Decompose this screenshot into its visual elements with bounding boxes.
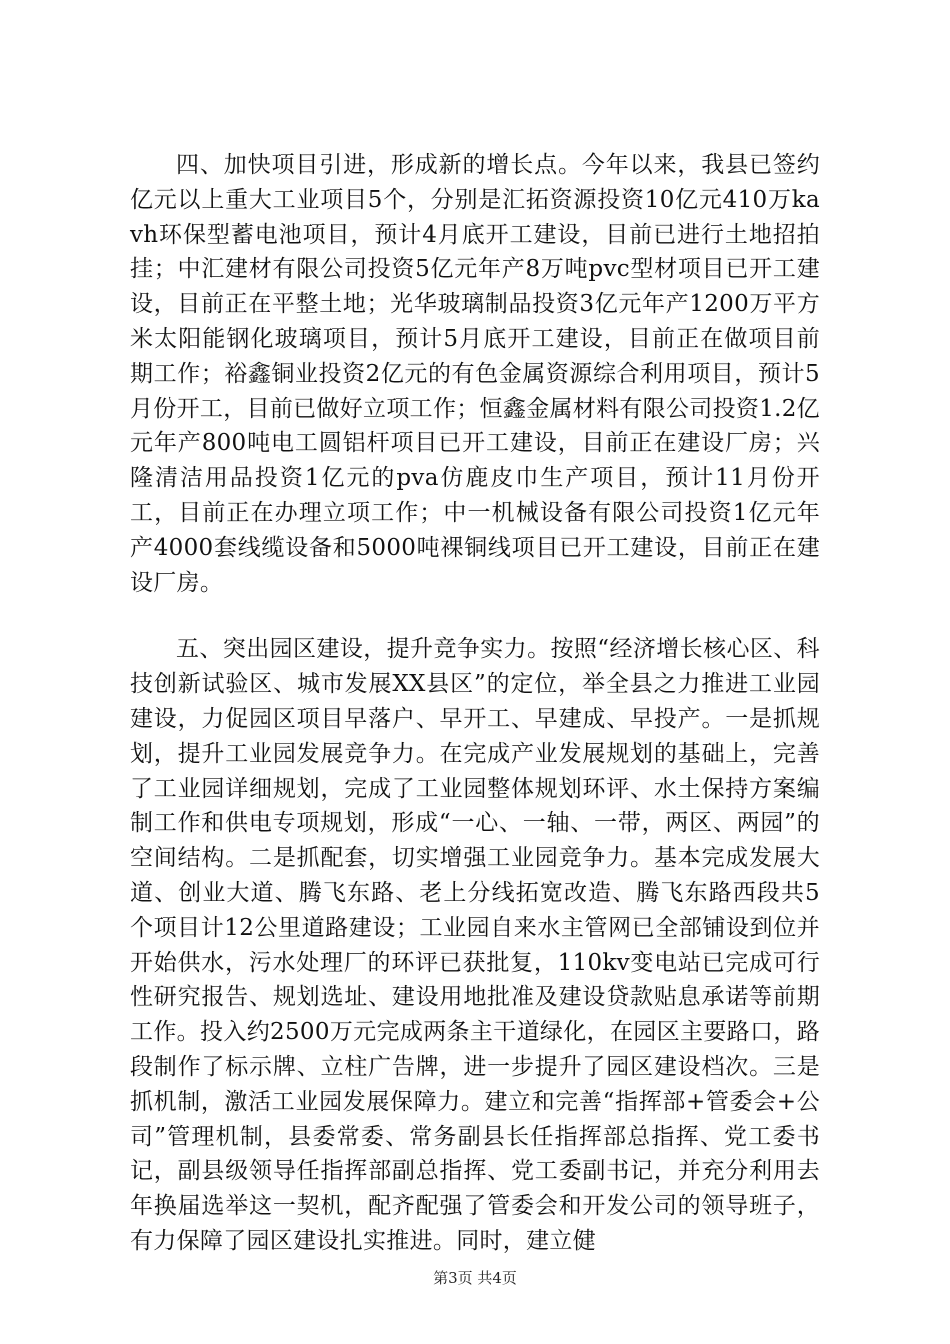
paragraph-project-introduction: 四、加快项目引进，形成新的增长点。今年以来，我县已签约亿元以上重大工业项目5个，分别是汇拓资源投资10亿元410万kavh环保型蓄电池项目，预计4月底开工建设，目前已进行土地招拍挂；中汇建材有限公司投资5亿元年产8万吨pvc型材项目已开工建设，目前正在平整土地；光华玻璃制品投资3亿元年产1200万平方米太阳能钢化玻璃项目，预计5月底开工建设，目前正在做项目前期工作；裕鑫铜业投资2亿元的有色金属资源综合利用项目，预计5月份开工，目前已做好立项工作；恒鑫金属材料有限公司投资1.2亿元年产800吨电工圆铝杆项目已开工建设，目前正在建设厂房；兴隆清洁用品投资1亿元的pva仿鹿皮巾生产项目，预计11月份开工，目前正在办理立项工作；中一机械设备有限公司投资1亿元年产4000套线缆设备和5000吨裸铜线项目已开工建设，目前正在建设厂房。 [130, 152, 820, 596]
paragraph-park-construction: 五、突出园区建设，提升竞争实力。按照“经济增长核心区、科技创新试验区、城市发展XX县区”的定位，举全县之力推进工业园建设，力促园区项目早落户、早开工、早建成、早投产。一是抓规划，提升工业园发展竞争力。在完成产业发展规划的基础上，完善了工业园详细规划，完成了工业园整体规划环评、水土保持方案编制工作和供电专项规划，形成“一心、一轴、一带，两区、两园”的空间结构。二是抓配套，切实增强工业园竞争力。基本完成发展大道、创业大道、腾飞东路、老上分线拓宽改造、腾飞东路西段共5个项目计12公里道路建设；工业园自来水主管网已全部铺设到位并开始供水，污水处理厂的环评已获批复，110kv变电站已完成可行性研究报告、规划选址、建设用地批准及建设贷款贴息承诺等前期工作。投入约2500万元完成两条主干道绿化，在园区主要路口，路段制作了标示牌、立柱广告牌，进一步提升了园区建设档次。三是抓机制，激活工业园发展保障力。建立和完善“指挥部+管委会+公司”管理机制，县委常委、常务副县长任指挥部总指挥、党工委书记，副县级领导任指挥部副总指挥、党工委副书记，并充分利用去年换届选举这一契机，配齐配强了管委会和开发公司的领导班子，有力保障了园区建设扎实推进。同时，建立健 [130, 636, 820, 1254]
document-body [130, 148, 820, 1259]
page-number-footer: 第3页 共4页 [433, 1269, 517, 1287]
